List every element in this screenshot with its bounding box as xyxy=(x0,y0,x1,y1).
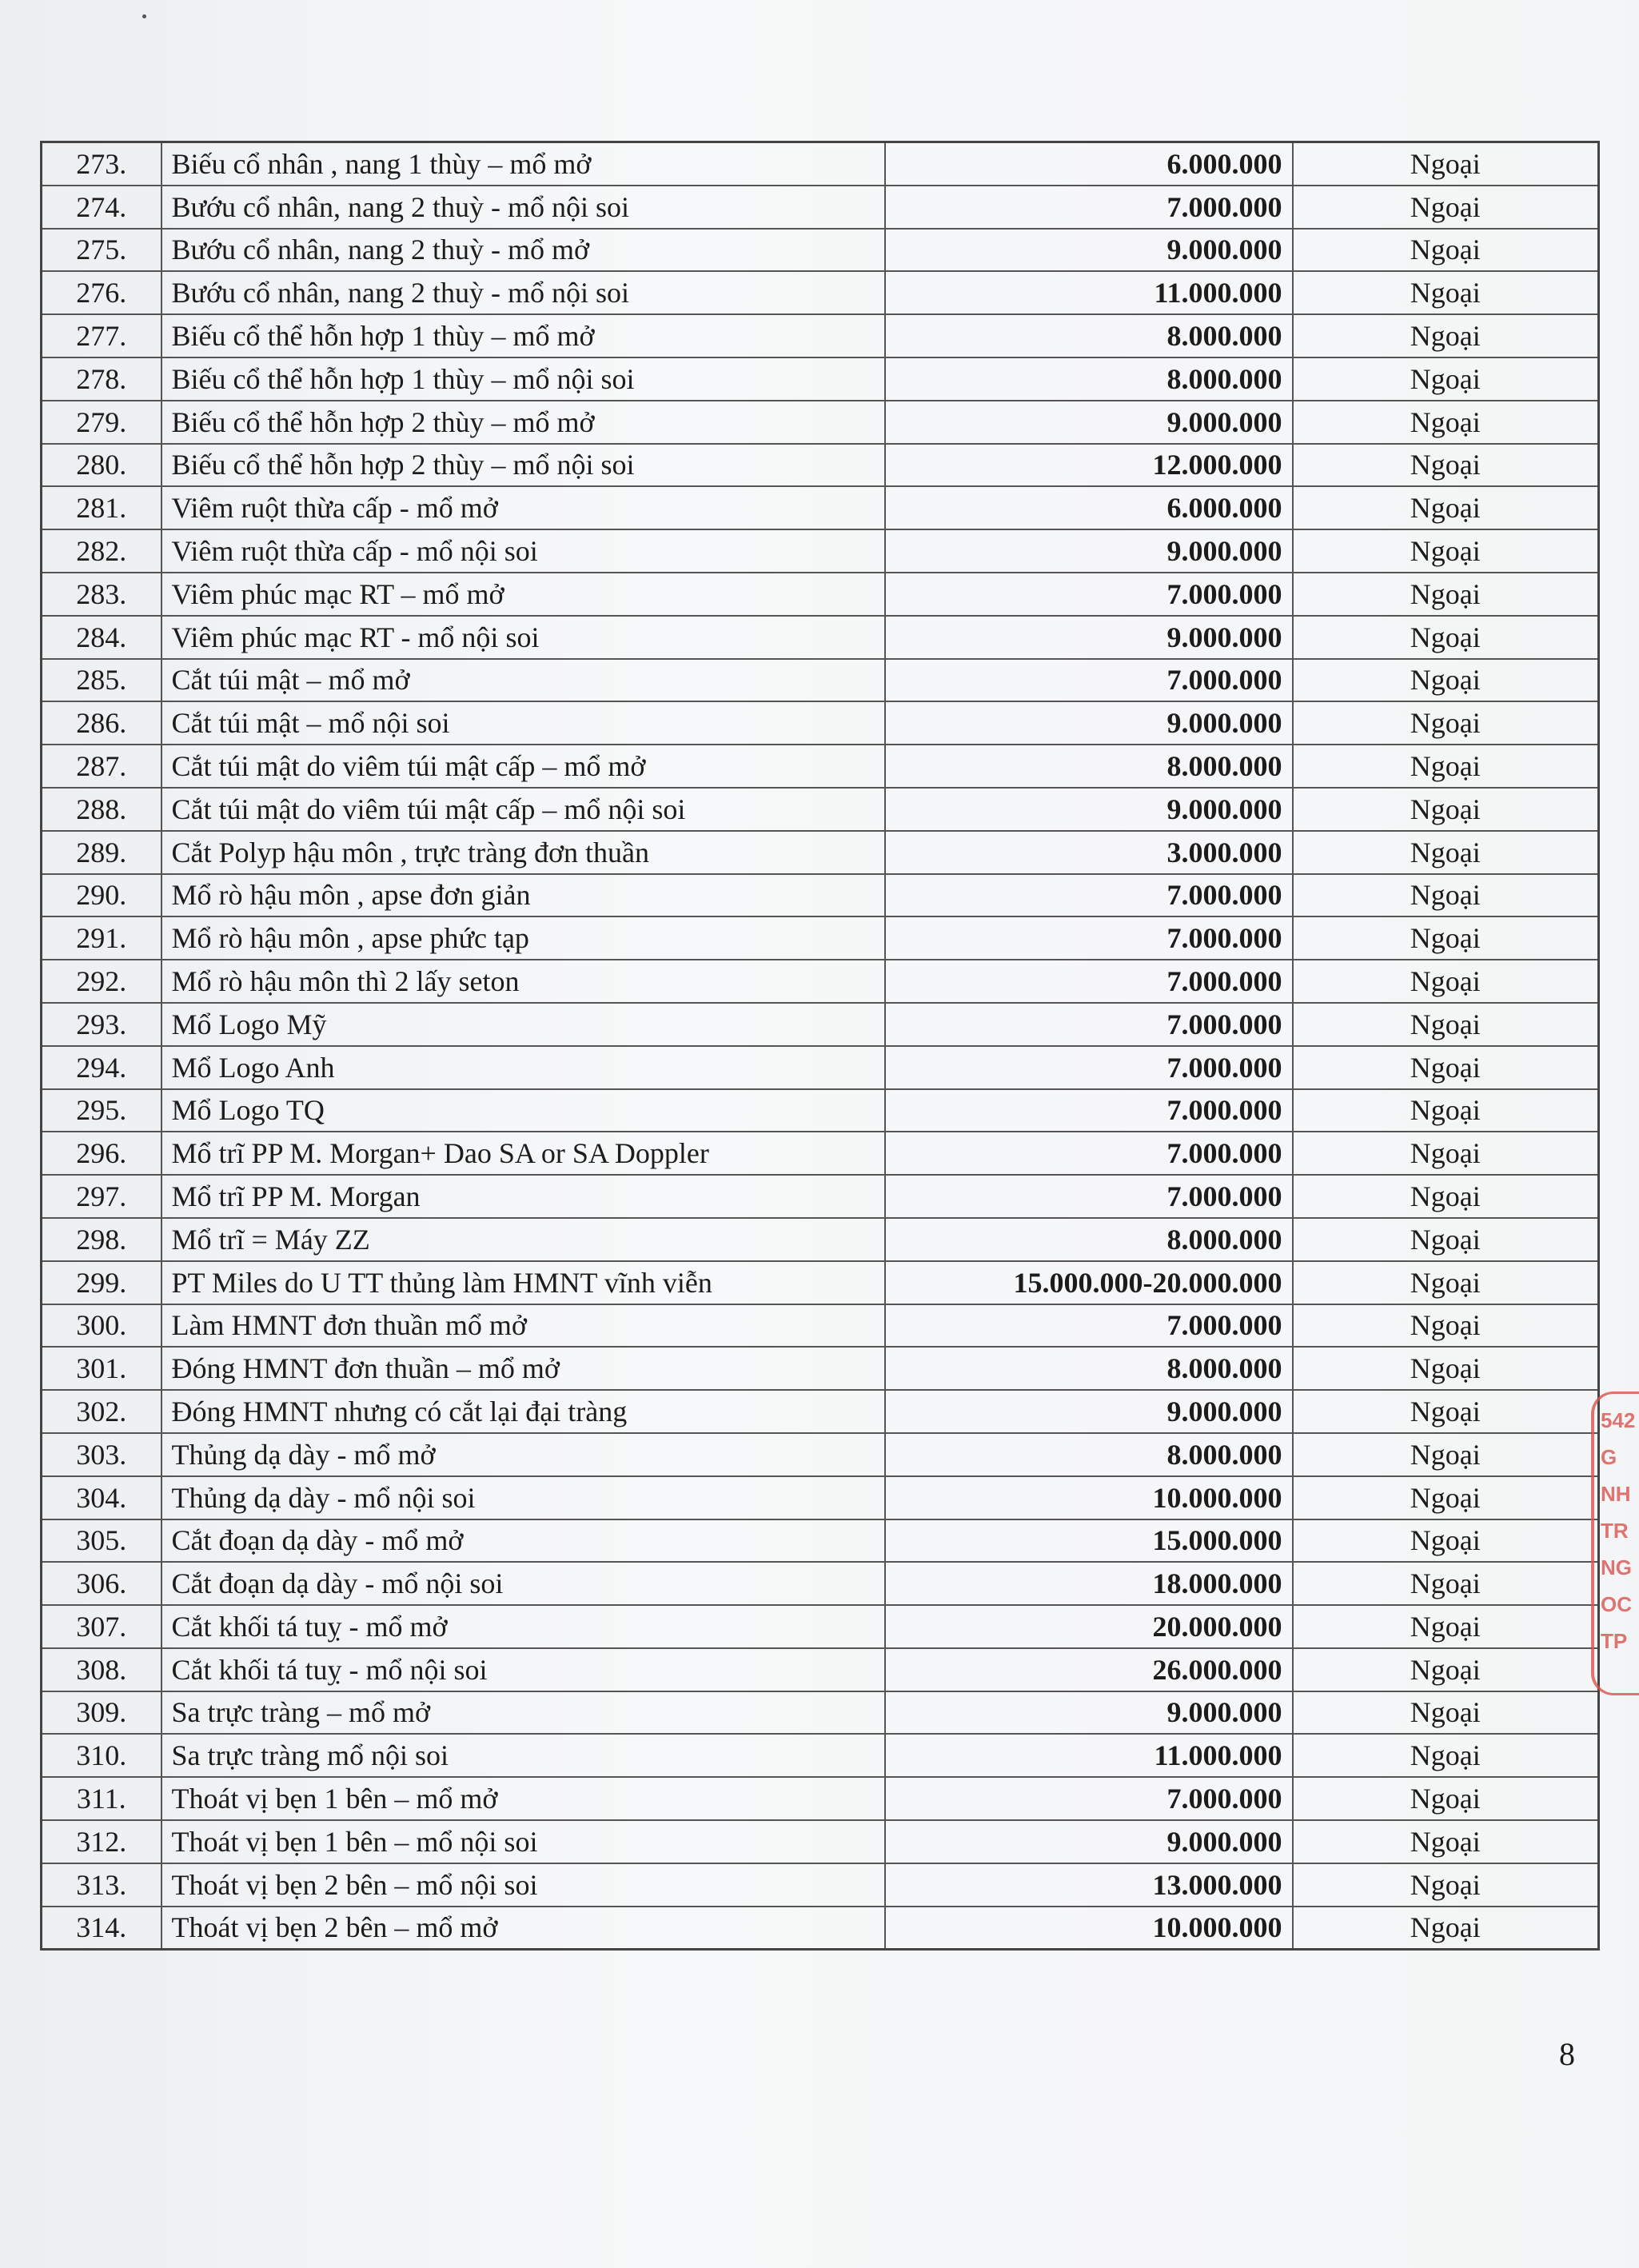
procedure-name-cell: Mổ trĩ = Máy ZZ xyxy=(162,1218,885,1261)
table-row xyxy=(42,314,1599,357)
price-cell: 9.000.000 xyxy=(885,529,1293,573)
price-cell: 7.000.000 xyxy=(885,1046,1293,1089)
row-number-cell: 303. xyxy=(42,1433,162,1476)
row-number-cell: 298. xyxy=(42,1218,162,1261)
procedure-name-cell: Mổ rò hậu môn , apse phức tạp xyxy=(162,916,885,960)
department-cell: Ngoại xyxy=(1293,874,1599,917)
price-cell: 7.000.000 xyxy=(885,1304,1293,1348)
row-number-cell: 307. xyxy=(42,1605,162,1648)
price-cell: 8.000.000 xyxy=(885,1218,1293,1261)
department-cell: Ngoại xyxy=(1293,659,1599,702)
table-row xyxy=(42,142,1599,186)
department-cell: Ngoại xyxy=(1293,1476,1599,1519)
procedure-name-cell: Cắt khối tá tuỵ - mổ mở xyxy=(162,1605,885,1648)
table-row xyxy=(42,1261,1599,1304)
price-cell: 6.000.000 xyxy=(885,486,1293,529)
price-table-body xyxy=(42,142,1599,1950)
department-cell: Ngoại xyxy=(1293,616,1599,659)
department-cell: Ngoại xyxy=(1293,573,1599,616)
table-row xyxy=(42,229,1599,272)
stamp-text: G xyxy=(1601,1445,1617,1469)
table-row xyxy=(42,1691,1599,1735)
table-row xyxy=(42,831,1599,874)
price-cell: 7.000.000 xyxy=(885,1777,1293,1820)
price-cell: 8.000.000 xyxy=(885,314,1293,357)
procedure-name-cell: Viêm ruột thừa cấp - mổ mở xyxy=(162,486,885,529)
row-number-cell: 287. xyxy=(42,745,162,788)
price-cell: 12.000.000 xyxy=(885,444,1293,487)
procedure-name-cell: Mổ Logo Mỹ xyxy=(162,1003,885,1046)
department-cell: Ngoại xyxy=(1293,788,1599,831)
table-row xyxy=(42,1863,1599,1907)
row-number-cell: 304. xyxy=(42,1476,162,1519)
procedure-name-cell: Thoát vị bẹn 1 bên – mổ mở xyxy=(162,1777,885,1820)
procedure-name-cell: Cắt khối tá tuỵ - mổ nội soi xyxy=(162,1648,885,1691)
row-number-cell: 281. xyxy=(42,486,162,529)
department-cell: Ngoại xyxy=(1293,1218,1599,1261)
department-cell: Ngoại xyxy=(1293,1046,1599,1089)
procedure-name-cell: Cắt túi mật – mổ nội soi xyxy=(162,701,885,745)
procedure-name-cell: Bướu cổ nhân, nang 2 thuỳ - mổ mở xyxy=(162,229,885,272)
paper-speck xyxy=(142,14,146,18)
procedure-name-cell: Viêm ruột thừa cấp - mổ nội soi xyxy=(162,529,885,573)
procedure-name-cell: Viêm phúc mạc RT - mổ nội soi xyxy=(162,616,885,659)
procedure-name-cell: Mổ trĩ PP M. Morgan+ Dao SA or SA Doppler xyxy=(162,1132,885,1175)
department-cell: Ngoại xyxy=(1293,1390,1599,1433)
department-cell: Ngoại xyxy=(1293,1089,1599,1132)
department-cell: Ngoại xyxy=(1293,1907,1599,1950)
row-number-cell: 306. xyxy=(42,1562,162,1605)
price-cell: 7.000.000 xyxy=(885,1089,1293,1132)
department-cell: Ngoại xyxy=(1293,229,1599,272)
price-cell: 8.000.000 xyxy=(885,745,1293,788)
price-cell: 7.000.000 xyxy=(885,916,1293,960)
row-number-cell: 285. xyxy=(42,659,162,702)
price-cell: 9.000.000 xyxy=(885,701,1293,745)
department-cell: Ngoại xyxy=(1293,1304,1599,1348)
procedure-name-cell: PT Miles do U TT thủng làm HMNT vĩnh viễn xyxy=(162,1261,885,1304)
row-number-cell: 311. xyxy=(42,1777,162,1820)
stamp-text: NH xyxy=(1601,1482,1631,1506)
table-row xyxy=(42,616,1599,659)
price-cell: 9.000.000 xyxy=(885,401,1293,444)
stamp-text: TR xyxy=(1601,1519,1629,1543)
row-number-cell: 274. xyxy=(42,186,162,229)
row-number-cell: 309. xyxy=(42,1691,162,1735)
price-cell: 10.000.000 xyxy=(885,1476,1293,1519)
department-cell: Ngoại xyxy=(1293,1175,1599,1218)
department-cell: Ngoại xyxy=(1293,1605,1599,1648)
row-number-cell: 278. xyxy=(42,357,162,401)
row-number-cell: 310. xyxy=(42,1734,162,1777)
price-cell: 26.000.000 xyxy=(885,1648,1293,1691)
price-cell: 11.000.000 xyxy=(885,1734,1293,1777)
price-cell: 7.000.000 xyxy=(885,659,1293,702)
row-number-cell: 286. xyxy=(42,701,162,745)
procedure-name-cell: Đóng HMNT nhưng có cắt lại đại tràng xyxy=(162,1390,885,1433)
row-number-cell: 300. xyxy=(42,1304,162,1348)
stamp-text: TP xyxy=(1601,1629,1628,1653)
procedure-name-cell: Bướu cổ nhân, nang 2 thuỳ - mổ nội soi xyxy=(162,271,885,314)
department-cell: Ngoại xyxy=(1293,701,1599,745)
price-cell: 10.000.000 xyxy=(885,1907,1293,1950)
procedure-name-cell: Sa trực tràng – mổ mở xyxy=(162,1691,885,1735)
department-cell: Ngoại xyxy=(1293,1691,1599,1735)
procedure-name-cell: Mổ rò hậu môn thì 2 lấy seton xyxy=(162,960,885,1003)
price-cell: 7.000.000 xyxy=(885,874,1293,917)
table-row xyxy=(42,1777,1599,1820)
department-cell: Ngoại xyxy=(1293,1777,1599,1820)
table-row xyxy=(42,1519,1599,1563)
procedure-name-cell: Biếu cổ nhân , nang 1 thùy – mổ mở xyxy=(162,142,885,186)
table-row xyxy=(42,1046,1599,1089)
procedure-name-cell: Sa trực tràng mổ nội soi xyxy=(162,1734,885,1777)
table-row xyxy=(42,529,1599,573)
procedure-name-cell: Bướu cổ nhân, nang 2 thuỳ - mổ nội soi xyxy=(162,186,885,229)
row-number-cell: 308. xyxy=(42,1648,162,1691)
procedure-name-cell: Mổ rò hậu môn , apse đơn giản xyxy=(162,874,885,917)
procedure-name-cell: Thoát vị bẹn 2 bên – mổ mở xyxy=(162,1907,885,1950)
table-row xyxy=(42,1347,1599,1390)
price-cell: 6.000.000 xyxy=(885,142,1293,186)
price-cell: 3.000.000 xyxy=(885,831,1293,874)
row-number-cell: 294. xyxy=(42,1046,162,1089)
department-cell: Ngoại xyxy=(1293,916,1599,960)
price-cell: 13.000.000 xyxy=(885,1863,1293,1907)
price-cell: 7.000.000 xyxy=(885,1132,1293,1175)
price-cell: 7.000.000 xyxy=(885,960,1293,1003)
price-cell: 7.000.000 xyxy=(885,573,1293,616)
procedure-name-cell: Viêm phúc mạc RT – mổ mở xyxy=(162,573,885,616)
department-cell: Ngoại xyxy=(1293,314,1599,357)
price-cell: 7.000.000 xyxy=(885,1003,1293,1046)
price-cell: 9.000.000 xyxy=(885,788,1293,831)
price-cell: 15.000.000-20.000.000 xyxy=(885,1261,1293,1304)
stamp-text: 542 xyxy=(1601,1408,1636,1432)
department-cell: Ngoại xyxy=(1293,1433,1599,1476)
department-cell: Ngoại xyxy=(1293,1863,1599,1907)
red-seal-stamp xyxy=(1591,1392,1639,1695)
price-cell: 8.000.000 xyxy=(885,1347,1293,1390)
price-cell: 9.000.000 xyxy=(885,1691,1293,1735)
department-cell: Ngoại xyxy=(1293,271,1599,314)
row-number-cell: 279. xyxy=(42,401,162,444)
department-cell: Ngoại xyxy=(1293,1347,1599,1390)
department-cell: Ngoại xyxy=(1293,444,1599,487)
table-row xyxy=(42,1734,1599,1777)
row-number-cell: 313. xyxy=(42,1863,162,1907)
procedure-name-cell: Mổ Logo Anh xyxy=(162,1046,885,1089)
row-number-cell: 282. xyxy=(42,529,162,573)
price-cell: 11.000.000 xyxy=(885,271,1293,314)
procedure-name-cell: Mổ Logo TQ xyxy=(162,1089,885,1132)
procedure-name-cell: Thủng dạ dày - mổ nội soi xyxy=(162,1476,885,1519)
department-cell: Ngoại xyxy=(1293,1734,1599,1777)
price-cell: 9.000.000 xyxy=(885,1820,1293,1863)
table-row xyxy=(42,271,1599,314)
row-number-cell: 288. xyxy=(42,788,162,831)
table-row xyxy=(42,1433,1599,1476)
row-number-cell: 277. xyxy=(42,314,162,357)
table-row xyxy=(42,1132,1599,1175)
row-number-cell: 290. xyxy=(42,874,162,917)
row-number-cell: 293. xyxy=(42,1003,162,1046)
department-cell: Ngoại xyxy=(1293,745,1599,788)
department-cell: Ngoại xyxy=(1293,529,1599,573)
row-number-cell: 273. xyxy=(42,142,162,186)
procedure-name-cell: Làm HMNT đơn thuần mổ mở xyxy=(162,1304,885,1348)
procedure-name-cell: Cắt Polyp hậu môn , trực tràng đơn thuần xyxy=(162,831,885,874)
procedure-name-cell: Đóng HMNT đơn thuần – mổ mở xyxy=(162,1347,885,1390)
table-row xyxy=(42,1218,1599,1261)
department-cell: Ngoại xyxy=(1293,1820,1599,1863)
procedure-name-cell: Cắt đoạn dạ dày - mổ mở xyxy=(162,1519,885,1563)
table-row xyxy=(42,444,1599,487)
department-cell: Ngoại xyxy=(1293,1519,1599,1563)
table-row xyxy=(42,874,1599,917)
row-number-cell: 296. xyxy=(42,1132,162,1175)
row-number-cell: 276. xyxy=(42,271,162,314)
price-cell: 15.000.000 xyxy=(885,1519,1293,1563)
table-row xyxy=(42,1907,1599,1950)
row-number-cell: 280. xyxy=(42,444,162,487)
department-cell: Ngoại xyxy=(1293,486,1599,529)
row-number-cell: 275. xyxy=(42,229,162,272)
price-cell: 7.000.000 xyxy=(885,1175,1293,1218)
page-number: 8 xyxy=(1559,2036,1575,2072)
row-number-cell: 302. xyxy=(42,1390,162,1433)
table-row xyxy=(42,357,1599,401)
row-number-cell: 314. xyxy=(42,1907,162,1950)
table-row xyxy=(42,1304,1599,1348)
price-cell: 9.000.000 xyxy=(885,616,1293,659)
table-row xyxy=(42,1003,1599,1046)
table-row xyxy=(42,1562,1599,1605)
row-number-cell: 289. xyxy=(42,831,162,874)
department-cell: Ngoại xyxy=(1293,1562,1599,1605)
price-cell: 18.000.000 xyxy=(885,1562,1293,1605)
price-cell: 8.000.000 xyxy=(885,357,1293,401)
price-table xyxy=(40,141,1600,1951)
table-row xyxy=(42,186,1599,229)
procedure-name-cell: Cắt túi mật – mổ mở xyxy=(162,659,885,702)
department-cell: Ngoại xyxy=(1293,1003,1599,1046)
table-row xyxy=(42,1648,1599,1691)
table-row xyxy=(42,573,1599,616)
price-cell: 8.000.000 xyxy=(885,1433,1293,1476)
table-row xyxy=(42,745,1599,788)
table-row xyxy=(42,1476,1599,1519)
row-number-cell: 291. xyxy=(42,916,162,960)
row-number-cell: 284. xyxy=(42,616,162,659)
row-number-cell: 312. xyxy=(42,1820,162,1863)
table-row xyxy=(42,916,1599,960)
department-cell: Ngoại xyxy=(1293,1648,1599,1691)
procedure-name-cell: Mổ trĩ PP M. Morgan xyxy=(162,1175,885,1218)
row-number-cell: 297. xyxy=(42,1175,162,1218)
table-row xyxy=(42,1605,1599,1648)
row-number-cell: 299. xyxy=(42,1261,162,1304)
procedure-name-cell: Thoát vị bẹn 2 bên – mổ nội soi xyxy=(162,1863,885,1907)
department-cell: Ngoại xyxy=(1293,142,1599,186)
procedure-name-cell: Biếu cổ thể hỗn hợp 2 thùy – mổ nội soi xyxy=(162,444,885,487)
table-row xyxy=(42,1175,1599,1218)
table-row xyxy=(42,659,1599,702)
table-row xyxy=(42,1820,1599,1863)
procedure-name-cell: Thủng dạ dày - mổ mở xyxy=(162,1433,885,1476)
department-cell: Ngoại xyxy=(1293,401,1599,444)
stamp-text: NG xyxy=(1601,1555,1632,1579)
procedure-name-cell: Biếu cổ thể hỗn hợp 2 thùy – mổ mở xyxy=(162,401,885,444)
department-cell: Ngoại xyxy=(1293,357,1599,401)
price-cell: 9.000.000 xyxy=(885,229,1293,272)
row-number-cell: 292. xyxy=(42,960,162,1003)
row-number-cell: 283. xyxy=(42,573,162,616)
table-row xyxy=(42,788,1599,831)
table-row xyxy=(42,1390,1599,1433)
stamp-text: OC xyxy=(1601,1592,1632,1616)
price-cell: 7.000.000 xyxy=(885,186,1293,229)
procedure-name-cell: Thoát vị bẹn 1 bên – mổ nội soi xyxy=(162,1820,885,1863)
row-number-cell: 301. xyxy=(42,1347,162,1390)
table-row xyxy=(42,1089,1599,1132)
procedure-name-cell: Cắt đoạn dạ dày - mổ nội soi xyxy=(162,1562,885,1605)
procedure-name-cell: Cắt túi mật do viêm túi mật cấp – mổ mở xyxy=(162,745,885,788)
row-number-cell: 305. xyxy=(42,1519,162,1563)
department-cell: Ngoại xyxy=(1293,960,1599,1003)
table-row xyxy=(42,401,1599,444)
procedure-name-cell: Biếu cổ thể hỗn hợp 1 thùy – mổ mở xyxy=(162,314,885,357)
row-number-cell: 295. xyxy=(42,1089,162,1132)
table-row xyxy=(42,701,1599,745)
department-cell: Ngoại xyxy=(1293,831,1599,874)
price-cell: 20.000.000 xyxy=(885,1605,1293,1648)
department-cell: Ngoại xyxy=(1293,1261,1599,1304)
procedure-name-cell: Cắt túi mật do viêm túi mật cấp – mổ nội soi xyxy=(162,788,885,831)
department-cell: Ngoại xyxy=(1293,186,1599,229)
department-cell: Ngoại xyxy=(1293,1132,1599,1175)
price-cell: 9.000.000 xyxy=(885,1390,1293,1433)
procedure-name-cell: Biếu cổ thể hỗn hợp 1 thùy – mổ nội soi xyxy=(162,357,885,401)
table-row xyxy=(42,960,1599,1003)
table-row xyxy=(42,486,1599,529)
